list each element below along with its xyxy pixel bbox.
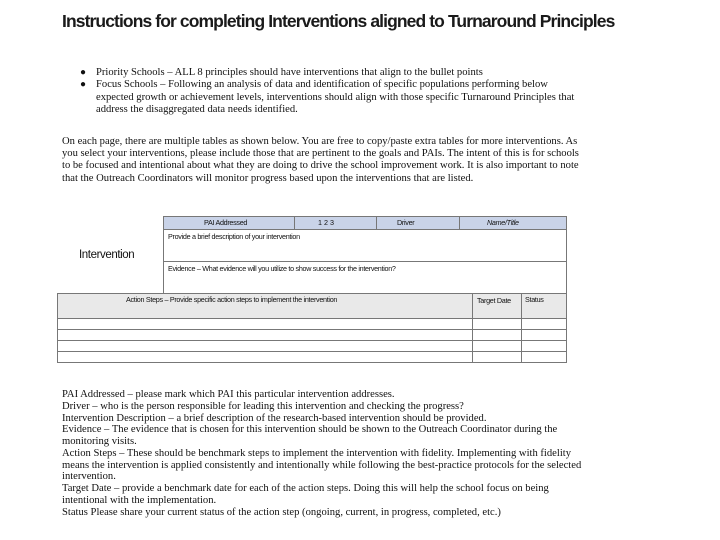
- driver-label: Driver: [397, 218, 415, 227]
- target-date-header: Target Date: [477, 296, 511, 305]
- list-item: [62, 79, 582, 116]
- list-item: [62, 67, 582, 79]
- bullet-icon: ●: [80, 67, 87, 78]
- action-steps-header: Action Steps – Provide specific action steps to implement the intervention: [126, 295, 338, 304]
- definition-intervention: Intervention Description – a brief description of the research-based intervention should be provided.: [62, 412, 487, 424]
- evidence-prompt: Evidence – What evidence will you utilize to show success for the intervention?: [168, 264, 396, 273]
- name-title-label: Name/Title: [487, 218, 519, 227]
- definition-target-date: Target Date – provide a benchmark date for each of the action steps. Doing this will help the school focus on being intentional with the implementation.: [62, 483, 549, 506]
- definition-evidence: Evidence – The evidence that is chosen for this intervention should be shown to the Outreach Coordinator during the monitoring visits.: [62, 424, 558, 447]
- page-title: Instructions for completing Interventions aligned to Turnaround Principles: [62, 11, 615, 31]
- definition-status: Status Please share your current status of the action step (ongoing, current, in progress, completed, etc.): [62, 506, 501, 518]
- sample-intervention-table: [57, 216, 567, 363]
- bullet-text: Focus Schools – Following an analysis of data and identification of specific populations performing below expected growth or achievement levels, interventions should align with those specific Turnaround Principles that address the disaggregated data needs identified.: [96, 79, 575, 115]
- description-prompt: Provide a brief description of your intervention: [168, 232, 300, 241]
- field-definitions: [62, 389, 582, 518]
- pai-numbers: 1 2 3: [318, 218, 334, 227]
- definition-pai: PAI Addressed – please mark which PAI this particular intervention addresses.: [62, 389, 395, 400]
- definition-action-steps: Action Steps – These should be benchmark steps to implement the intervention with fidelity. Implementing with fidelity means the intervention is applied consistently and intentionally while following the best-practice protocols for the selected intervention.: [62, 447, 582, 483]
- pai-addressed-label: PAI Addressed: [204, 218, 248, 227]
- intervention-label: Intervention: [79, 249, 135, 261]
- bullet-icon: ●: [80, 79, 87, 91]
- school-type-bullets: [62, 67, 582, 116]
- status-header: Status: [525, 295, 544, 304]
- intro-paragraph: On each page, there are multiple tables as shown below. You are free to copy/paste extra tables for more interventions. As you select your interventions, please include those that are pertinent to the goals and PAIs. The intent of this is for schools to be focused and intentional about what they are doing to drive the school improvement work. It is also important to note that the Outreach Coordinators will monitor progress based upon the interventions that are listed.: [62, 136, 579, 184]
- definition-driver: Driver – who is the person responsible for leading this intervention and checking the progress?: [62, 400, 464, 412]
- bullet-text: Priority Schools – ALL 8 principles should have interventions that align to the bullet points: [96, 67, 483, 78]
